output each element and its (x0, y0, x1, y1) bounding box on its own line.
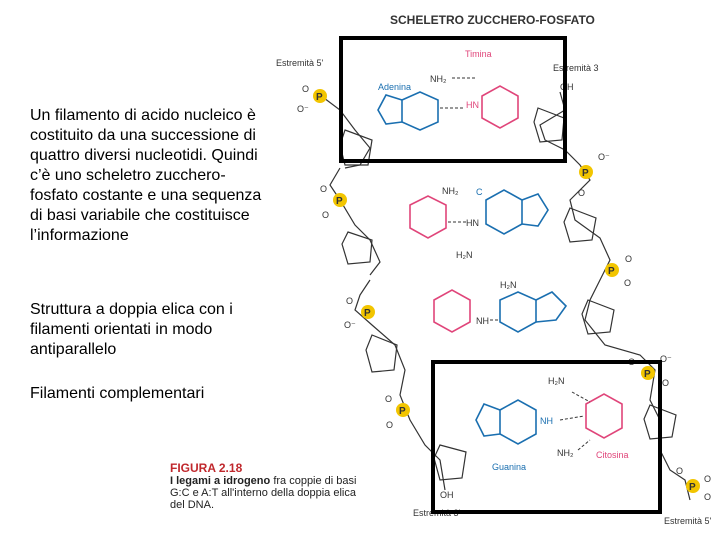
svg-text:P: P (644, 369, 651, 380)
svg-text:O⁻: O⁻ (598, 152, 610, 162)
figure-caption (170, 462, 370, 511)
base-guanina-2 (486, 190, 548, 234)
hbond-gc-3 (578, 440, 590, 450)
end-3-top-label: Estremità 3 (553, 63, 599, 73)
svg-text:P: P (608, 266, 615, 277)
phosphate-group-8 (686, 479, 700, 493)
atom-nh2-adenina: NH₂ (430, 74, 447, 84)
caption-rest: fra coppie di basi G:C e A:T all'interno della doppia elica del DNA. (170, 475, 357, 511)
caption-figure-label: FIGURA 2.18 (170, 461, 243, 475)
paragraph-single-strand: Un filamento di acido nucleico è costituito da una successione di quattro diversi nucleotidi. Quindi c’è uno scheletro zucchero-fosfato costante e una sequenza di basi variabile che costituisce l’informazione (30, 107, 262, 244)
label-adenina: Adenina (378, 82, 412, 92)
svg-text:P: P (336, 196, 343, 207)
base-timina-3 (434, 290, 470, 332)
svg-text:O: O (628, 357, 636, 367)
paragraph-complementary: Filamenti complementari (30, 385, 205, 402)
svg-text:O: O (346, 296, 354, 306)
end-5-bottom-label: Estremità 5' (664, 516, 712, 526)
atom-nh-guanina-4: NH (540, 416, 553, 426)
base-adenina-1 (378, 92, 438, 130)
svg-text:O: O (322, 210, 330, 220)
label-timina: Timina (465, 49, 492, 59)
phosphate-group-6 (605, 263, 619, 277)
highlight-box-top (341, 38, 565, 161)
end-5-top-label: Estremità 5' (276, 58, 324, 68)
base-citosina-2 (410, 196, 446, 238)
caption-bold: I legami a idrogeno (170, 475, 271, 487)
oh-top-label: OH (560, 82, 574, 92)
hbond-gc-2 (572, 392, 590, 402)
paragraph-double-helix: Struttura a doppia elica con i filamenti orientati in modo antiparallelo (30, 301, 233, 358)
svg-text:O⁻: O⁻ (660, 354, 672, 364)
base-guanina-4 (476, 400, 536, 444)
atom-nh2-citosina: NH₂ (442, 186, 459, 196)
svg-text:O: O (625, 254, 633, 264)
phosphate-group-4 (396, 403, 410, 417)
figure-title: SCHELETRO ZUCCHERO-FOSFATO (390, 13, 595, 27)
svg-text:O: O (624, 278, 632, 288)
svg-text:P: P (582, 168, 589, 179)
atom-h2n-guanina: H₂N (456, 250, 473, 260)
svg-text:P: P (689, 482, 696, 493)
svg-text:P: P (364, 308, 371, 319)
phosphate-group-5 (579, 165, 593, 179)
phosphate-group-1 (313, 89, 327, 103)
atom-hn-guanina: HN (466, 218, 479, 228)
svg-text:P: P (316, 92, 323, 103)
svg-text:O: O (704, 474, 712, 484)
phosphate-group-2 (333, 193, 347, 207)
atom-h2n-adenina-3: H₂N (500, 280, 517, 290)
svg-text:O: O (704, 492, 712, 502)
svg-text:O: O (662, 378, 670, 388)
hbond-gc-1 (560, 416, 584, 420)
svg-text:O: O (320, 184, 328, 194)
atom-nh2-guanina-4: NH₂ (557, 448, 574, 458)
svg-text:O: O (386, 420, 394, 430)
oh-bottom-label: OH (440, 490, 454, 500)
label-guanina: Guanina (492, 462, 527, 472)
label-citosina: Citosina (596, 450, 629, 460)
svg-text:O⁻: O⁻ (297, 104, 309, 114)
atom-hn-timina: HN (466, 100, 479, 110)
right-backbone (534, 92, 690, 500)
svg-text:O: O (385, 394, 393, 404)
svg-text:O: O (302, 84, 310, 94)
highlight-box-bottom (433, 362, 660, 512)
base-citosina-4 (586, 394, 622, 438)
atom-h2n-guanina-4: H₂N (548, 376, 565, 386)
svg-text:O⁻: O⁻ (344, 320, 356, 330)
phosphate-group-7 (641, 366, 655, 380)
phosphate-group-3 (361, 305, 375, 319)
end-3-bottom-label: Estremità 3' (413, 508, 461, 518)
svg-text:O: O (676, 466, 684, 476)
base-adenina-3 (500, 292, 566, 332)
svg-text:P: P (399, 406, 406, 417)
oxygen-labels (297, 84, 711, 502)
svg-text:O: O (578, 188, 586, 198)
base-timina-1 (482, 86, 518, 128)
atom-c-guanina: C (476, 187, 483, 197)
atom-nh-timina-3: NH (476, 316, 489, 326)
